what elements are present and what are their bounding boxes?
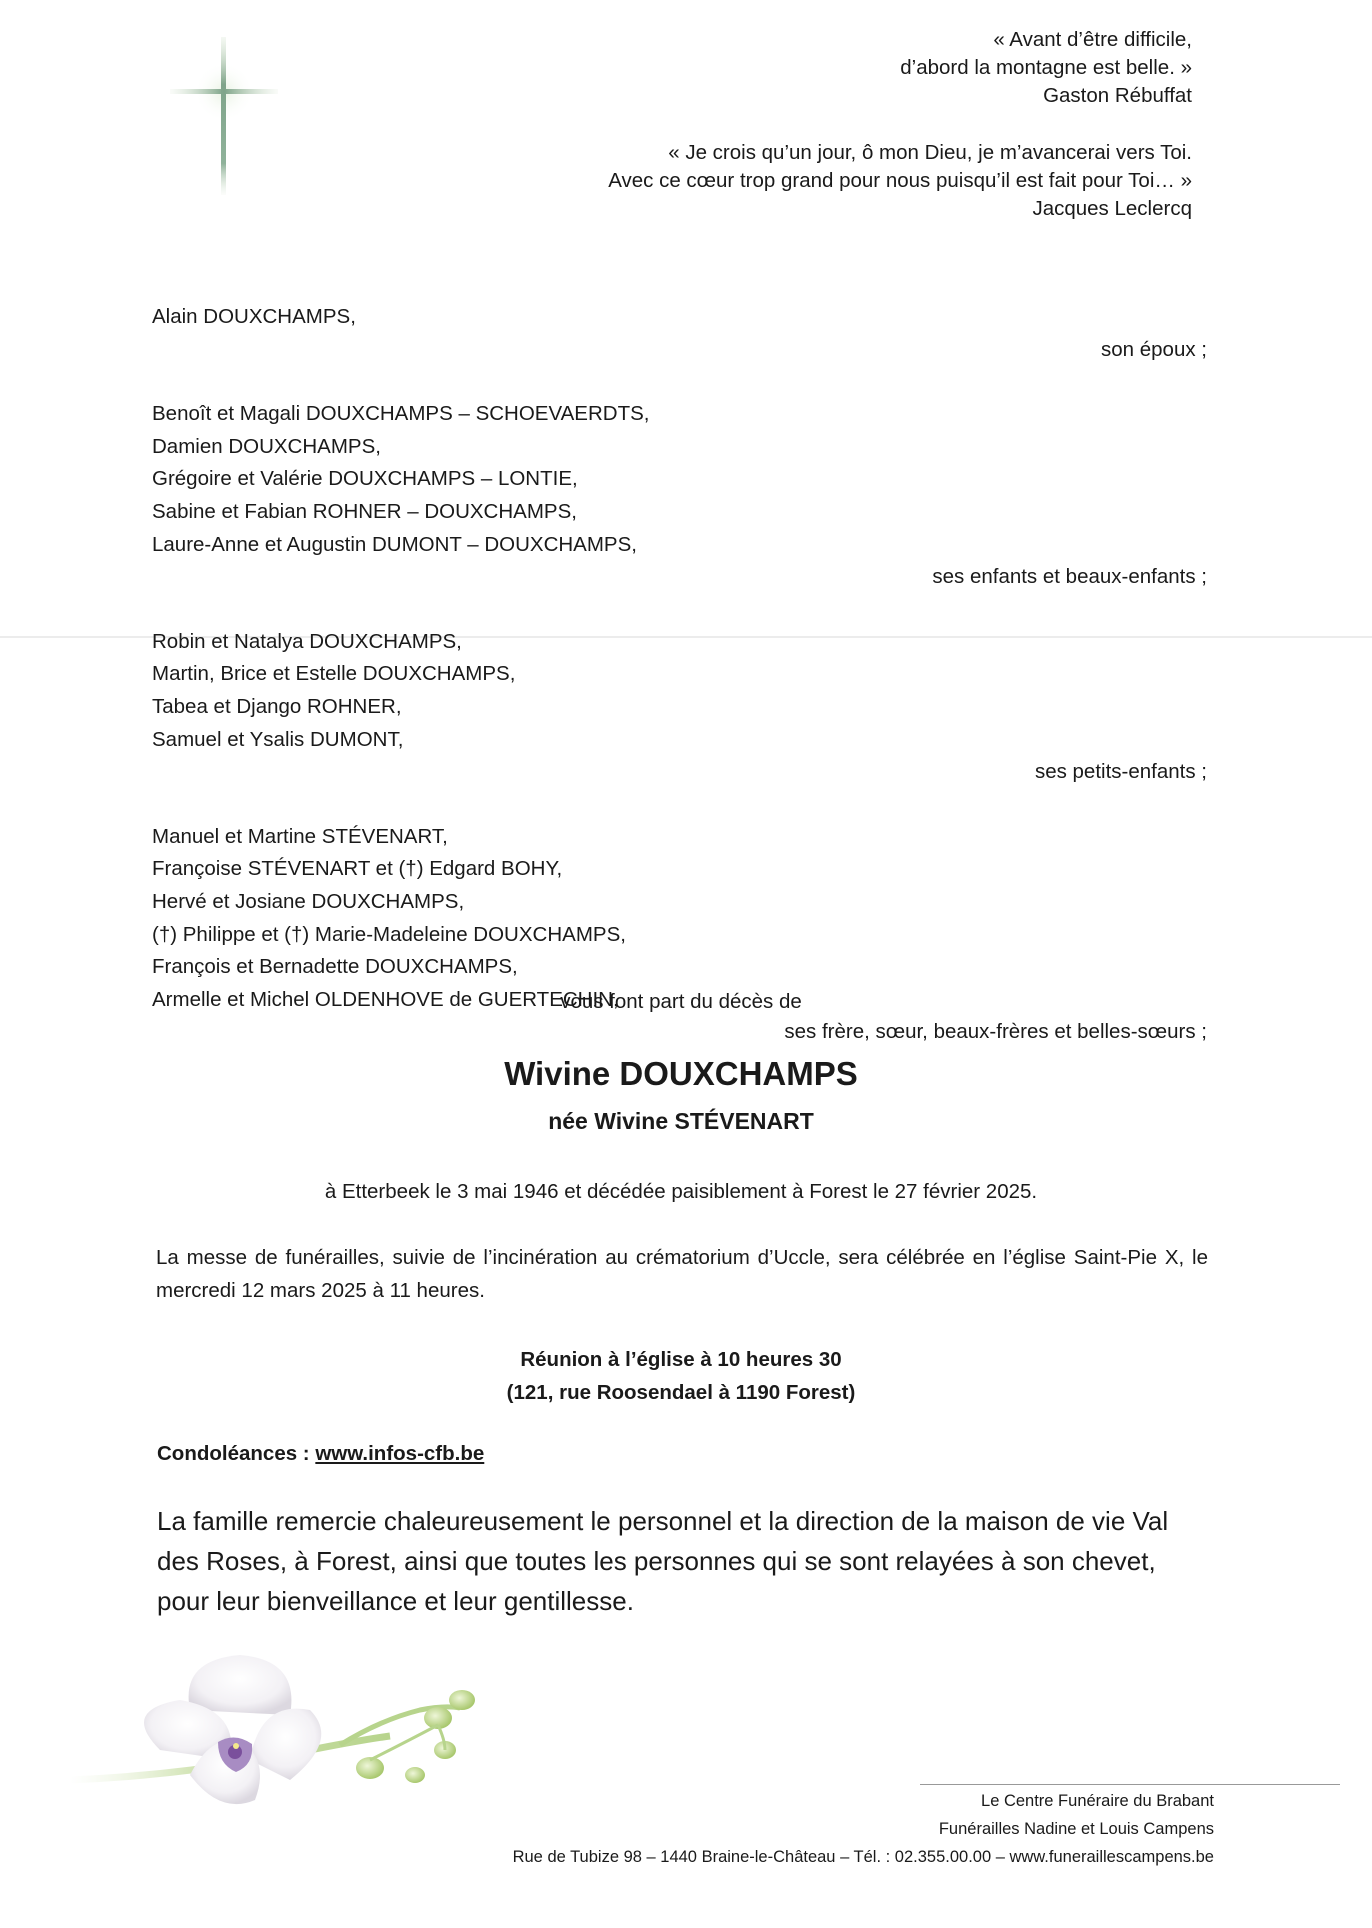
family-list	[152, 301, 1207, 1049]
orchid-icon	[40, 1640, 580, 1830]
family-name: Benoît et Magali DOUXCHAMPS – SCHOEVAERDTS,	[152, 402, 650, 426]
family-relation: ses enfants et beaux-enfants ;	[932, 565, 1207, 589]
birth-death-dates: à Etterbeek le 3 mai 1946 et décédée paisiblement à Forest le 27 février 2025.	[324, 1180, 1038, 1203]
cross-icon	[165, 35, 295, 205]
family-name: François et Bernadette DOUXCHAMPS,	[152, 955, 518, 979]
condolences	[157, 1442, 484, 1466]
family-name: Robin et Natalya DOUXCHAMPS,	[152, 629, 462, 653]
family-relation: ses frère, sœur, beaux-frères et belles-sœurs ;	[784, 1020, 1207, 1044]
footer-line: Funérailles Nadine et Louis Campens	[938, 1820, 1214, 1838]
quote-author: Gaston Rébuffat	[1043, 84, 1192, 107]
family-name: Hervé et Josiane DOUXCHAMPS,	[152, 889, 465, 913]
family-relation: son époux ;	[1101, 337, 1207, 361]
family-group-spouse	[152, 301, 1207, 366]
footer-divider	[920, 1784, 1340, 1785]
family-name: Damien DOUXCHAMPS,	[152, 434, 381, 458]
family-name: Samuel et Ysalis DUMONT,	[152, 727, 404, 751]
family-name: Martin, Brice et Estelle DOUXCHAMPS,	[152, 662, 516, 686]
deceased-name: Wivine DOUXCHAMPS	[504, 1055, 858, 1092]
footer-address: Rue de Tubize 98 – 1440 Braine-le-Château – Tél. : 02.355.00.00 – www.funeraillescampens.be	[512, 1848, 1214, 1866]
family-group-grandchildren	[152, 626, 1207, 789]
thanks-paragraph: La famille remercie chaleureusement le personnel et la direction de la maison de vie Val des Roses, à Forest, ainsi que toutes les personnes qui se sont relayées à son chevet, pour leur bienveillance et leur gentillesse.	[157, 1506, 1169, 1616]
quote-author: Jacques Leclercq	[1032, 197, 1192, 220]
quote-leclercq	[608, 139, 1192, 223]
funeral-home-footer	[513, 1787, 1214, 1871]
condolences-link[interactable]: www.infos-cfb.be	[315, 1442, 485, 1465]
family-name: Manuel et Martine STÉVENART,	[152, 824, 448, 848]
family-name: Armelle et Michel OLDENHOVE de GUERTECHIN,	[152, 987, 619, 1011]
meeting-time: Réunion à l’église à 10 heures 30	[520, 1348, 842, 1371]
family-group-siblings	[152, 821, 1207, 1049]
family-name: Françoise STÉVENART et (†) Edgard BOHY,	[152, 857, 563, 881]
family-name: (†) Philippe et (†) Marie-Madeleine DOUXCHAMPS,	[152, 922, 626, 946]
footer-line: Le Centre Funéraire du Brabant	[981, 1792, 1214, 1810]
family-group-children	[152, 398, 1207, 594]
funeral-mass-info: La messe de funérailles, suivie de l’incinération au crématorium d’Uccle, sera célébrée en l’église Saint-Pie X, le mercredi 12 mars 2025 à 11 heures.	[156, 1246, 1208, 1302]
announcement-intro: vous font part du décès de	[560, 990, 802, 1013]
quote-line: Avec ce cœur trop grand pour nous puisqu’il est fait pour Toi… »	[608, 169, 1192, 192]
family-name: Tabea et Django ROHNER,	[152, 694, 402, 718]
quote-rebuffat	[900, 26, 1192, 110]
family-name: Grégoire et Valérie DOUXCHAMPS – LONTIE,	[152, 467, 578, 491]
family-name: Alain DOUXCHAMPS,	[152, 305, 356, 328]
condolences-label: Condoléances :	[157, 1442, 316, 1465]
quote-line: « Je crois qu’un jour, ô mon Dieu, je m’avancerai vers Toi.	[668, 141, 1192, 164]
meeting-address: (121, rue Roosendael à 1190 Forest)	[506, 1381, 856, 1404]
quote-line: d’abord la montagne est belle. »	[900, 56, 1192, 79]
family-relation: ses petits-enfants ;	[1034, 760, 1207, 784]
quote-line: « Avant d’être difficile,	[993, 28, 1192, 51]
meeting-info	[0, 1343, 1362, 1409]
family-name: Laure-Anne et Augustin DUMONT – DOUXCHAMPS,	[152, 532, 637, 556]
birth-name: née Wivine STÉVENART	[548, 1108, 814, 1134]
family-name: Sabine et Fabian ROHNER – DOUXCHAMPS,	[152, 499, 577, 523]
